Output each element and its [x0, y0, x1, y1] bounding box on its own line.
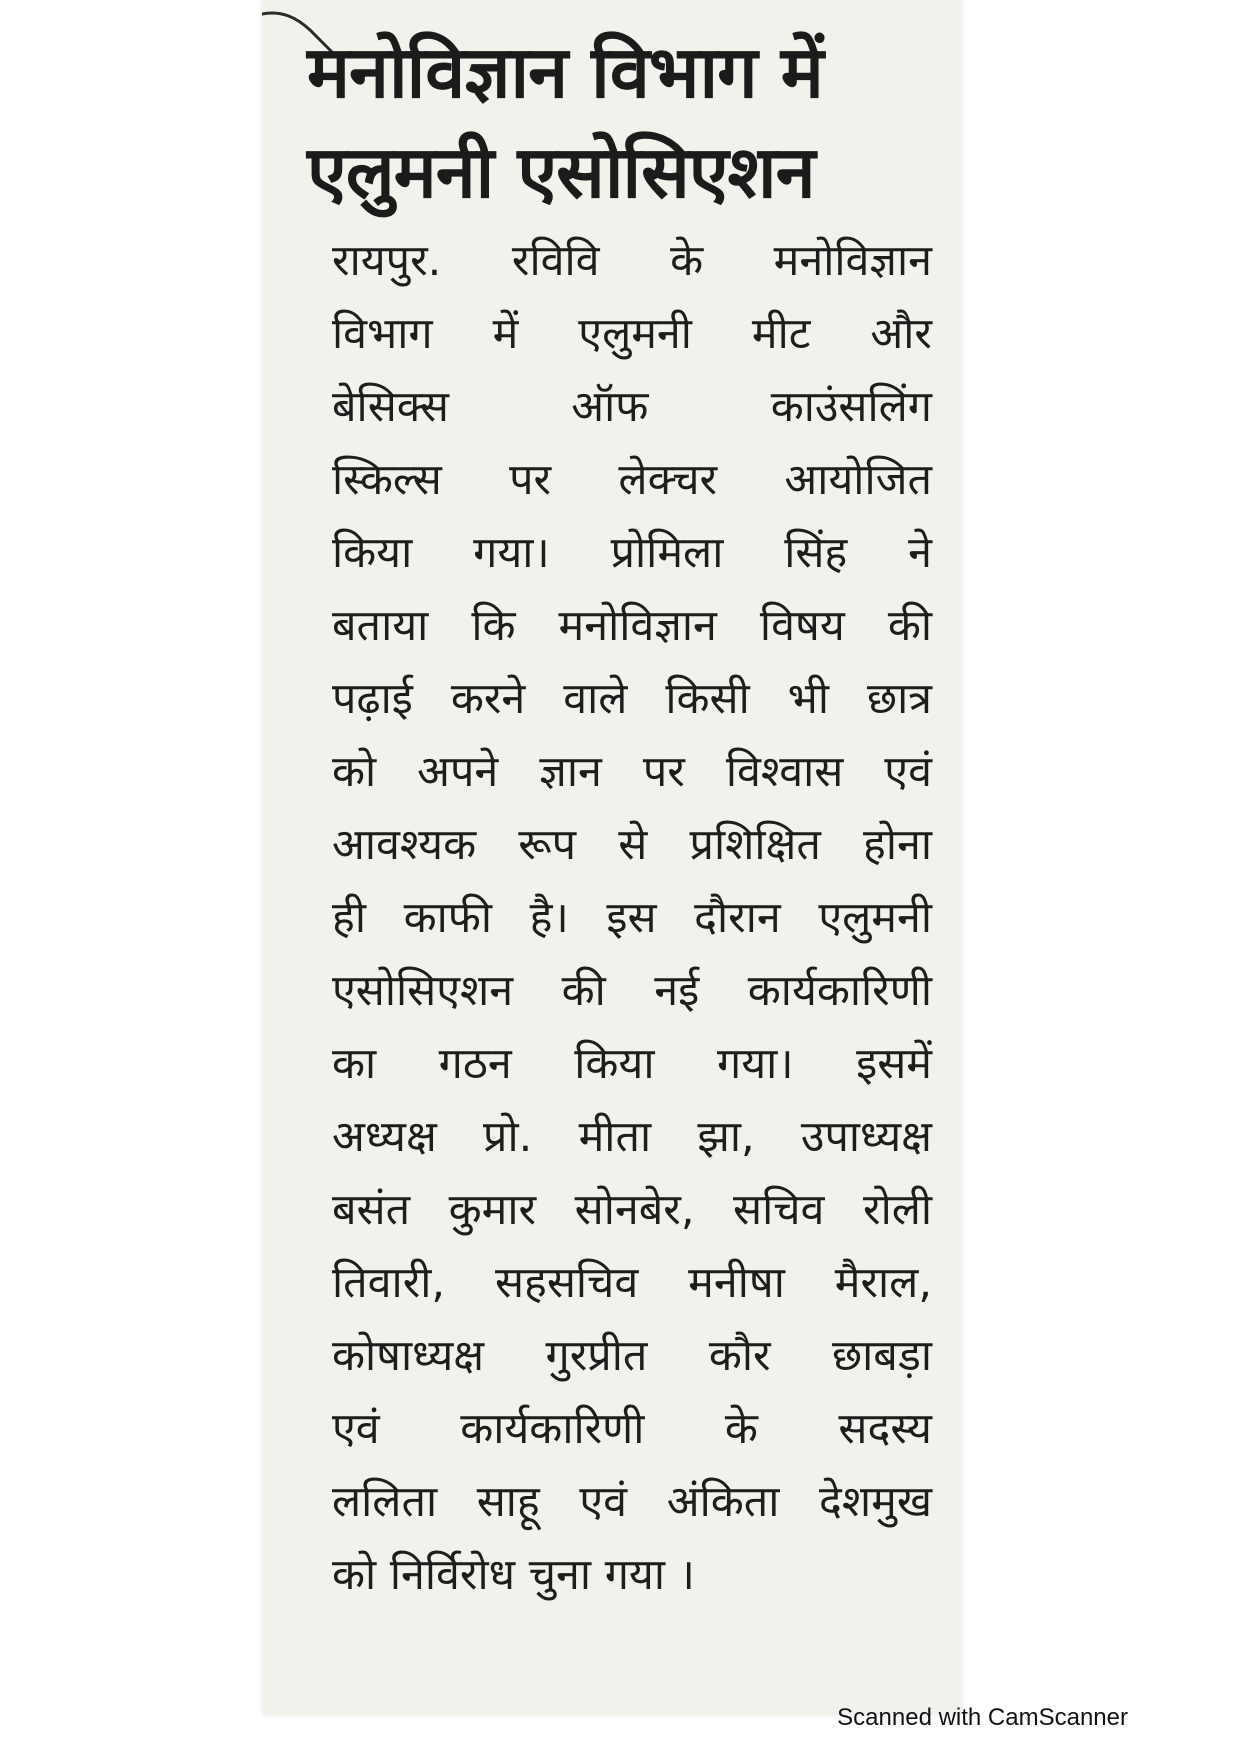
body-text-line: बेसिक्स ऑफ काउंसलिंग: [332, 382, 932, 432]
body-text-line: बताया कि मनोविज्ञान विषय की: [332, 601, 932, 651]
body-text-line: तिवारी, सहसचिव मनीषा मैराल,: [332, 1258, 932, 1308]
headline-line: एलुमनी एसोसिएशन: [307, 130, 815, 214]
body-text-line: कोषाध्यक्ष गुरप्रीत कौर छाबड़ा: [332, 1331, 932, 1381]
body-text-line: एसोसिएशन की नई कार्यकारिणी: [332, 966, 932, 1016]
body-text-line: एवं कार्यकारिणी के सदस्य: [332, 1404, 932, 1454]
camscanner-watermark: Scanned with CamScanner: [837, 1704, 1128, 1731]
body-text-line: स्किल्स पर लेक्चर आयोजित: [332, 455, 932, 505]
body-text-line: को निर्विरोध चुना गया ।: [332, 1550, 695, 1600]
body-text-line: आवश्यक रूप से प्रशिक्षित होना: [332, 820, 932, 870]
body-text-line: ही काफी है। इस दौरान एलुमनी: [332, 893, 932, 943]
body-text-line: का गठन किया गया। इसमें: [332, 1039, 932, 1089]
body-text-line: बसंत कुमार सोनबेर, सचिव रोली: [332, 1185, 932, 1235]
headline-line: मनोविज्ञान विभाग में: [307, 30, 823, 114]
body-text-line: रायपुर. रविवि के मनोविज्ञान: [332, 236, 932, 286]
body-text-line: ललिता साहू एवं अंकिता देशमुख: [332, 1477, 932, 1527]
body-text-line: किया गया। प्रोमिला सिंह ने: [332, 528, 932, 578]
article-body: [332, 225, 932, 1612]
body-text-line: पढ़ाई करने वाले किसी भी छात्र: [332, 674, 932, 724]
newspaper-clipping: [262, 0, 962, 1715]
article-headline: [307, 22, 947, 222]
body-text-line: विभाग में एलुमनी मीट और: [332, 309, 932, 359]
body-text-line: को अपने ज्ञान पर विश्वास एवं: [332, 747, 932, 797]
body-text-line: अध्यक्ष प्रो. मीता झा, उपाध्यक्ष: [332, 1112, 932, 1162]
